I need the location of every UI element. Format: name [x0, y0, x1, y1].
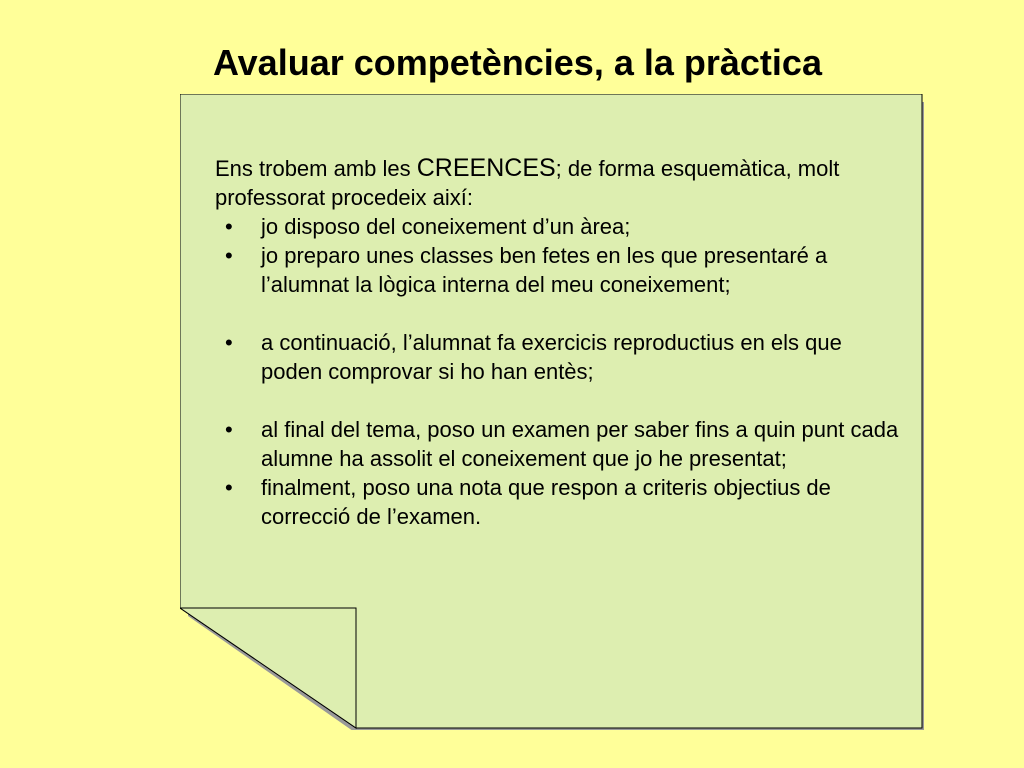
- list-item: [215, 473, 905, 531]
- list-item: [215, 328, 905, 386]
- bullet-icon: •: [225, 214, 233, 239]
- bullet-icon: •: [225, 417, 233, 442]
- note-body: [215, 154, 905, 531]
- folded-corner: [180, 608, 356, 728]
- bullet-icon: •: [225, 330, 233, 355]
- bullet-icon: •: [225, 475, 233, 500]
- intro-emphasis: CREENCES: [416, 154, 556, 182]
- list-item-text: finalment, poso una nota que respon a criteris objectius de correcció de l’examen.: [261, 475, 831, 529]
- belief-list: [215, 212, 905, 531]
- list-item-text: al final del tema, poso un examen per saber fins a quin punt cada alumne ha assolit el coneixement que jo he presentat;: [261, 417, 899, 471]
- intro-text-before: Ens trobem amb les: [215, 156, 417, 181]
- folded-note-card: [180, 94, 924, 730]
- intro-paragraph: [215, 154, 905, 212]
- intro-text-after: ; de forma esquemàtica, molt professorat procedeix així:: [215, 156, 840, 210]
- list-item-text: jo preparo unes classes ben fetes en les que presentaré a l’alumnat la lògica interna del meu coneixement;: [261, 243, 828, 297]
- slide-title: Avaluar competències, a la pràctica: [213, 42, 822, 83]
- list-item: [215, 212, 905, 241]
- list-item-text: jo disposo del coneixement d’un àrea;: [261, 214, 631, 239]
- list-item: [215, 415, 905, 473]
- list-item: [215, 241, 905, 299]
- list-item-text: a continuació, l’alumnat fa exercicis reproductius en els que poden comprovar si ho han entès;: [261, 330, 842, 384]
- bullet-icon: •: [225, 243, 233, 268]
